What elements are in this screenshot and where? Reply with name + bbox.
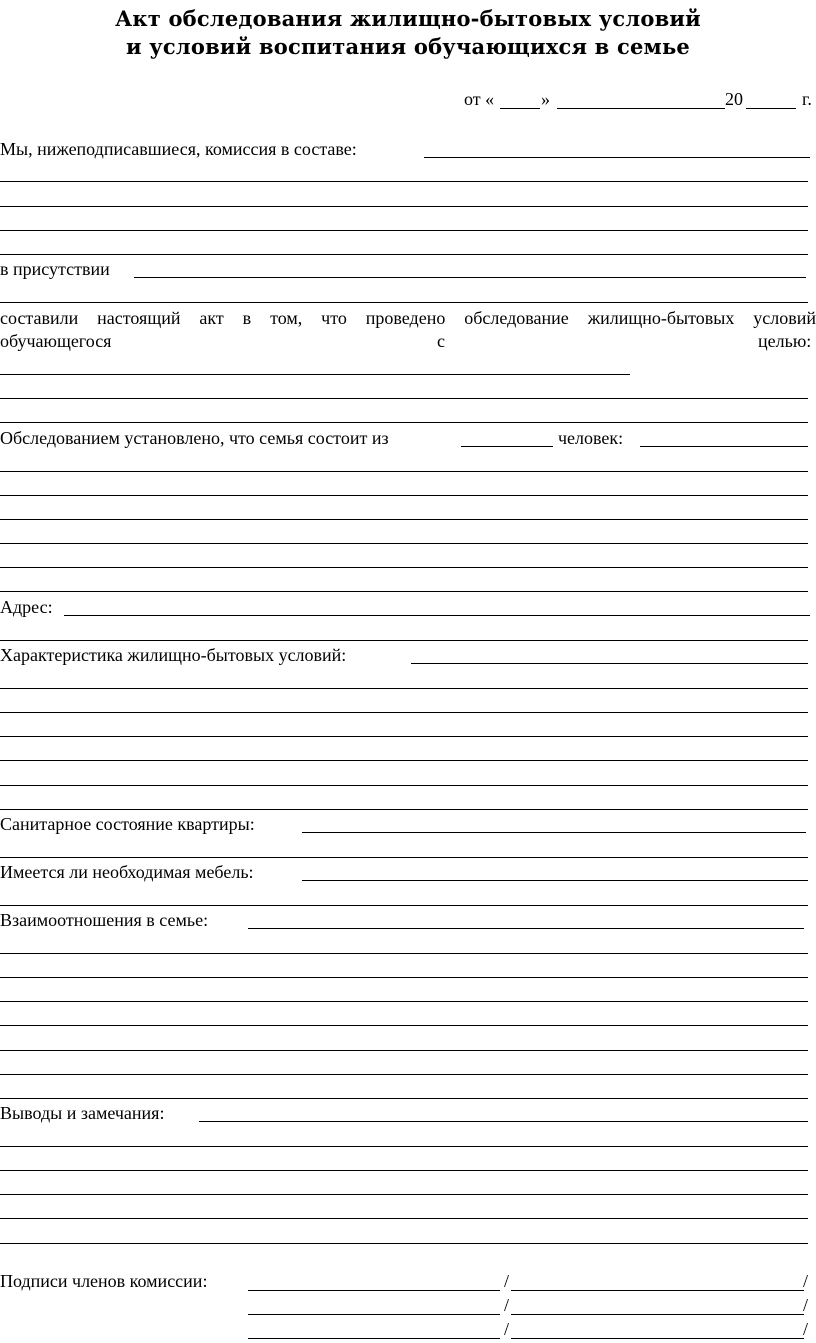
family-line[interactable] bbox=[0, 567, 808, 568]
signatures-label: Подписи членов комиссии: bbox=[0, 1271, 208, 1291]
conclusions-line[interactable] bbox=[0, 1218, 808, 1219]
family-line[interactable] bbox=[0, 471, 808, 472]
living-conditions-label: Характеристика жилищно-бытовых условий: bbox=[0, 645, 347, 665]
relations-line[interactable] bbox=[0, 1025, 808, 1026]
composed-word-purpose: целью: bbox=[758, 331, 812, 351]
purpose-line[interactable] bbox=[0, 422, 808, 423]
relations-label: Взаимоотношения в семье: bbox=[0, 910, 209, 930]
signature-field[interactable] bbox=[248, 1338, 500, 1339]
living-conditions-line[interactable] bbox=[0, 736, 808, 737]
signature-separator: / bbox=[803, 1319, 809, 1339]
living-conditions-line[interactable] bbox=[0, 785, 808, 786]
signature-field[interactable] bbox=[248, 1314, 500, 1315]
signature-separator: / bbox=[504, 1295, 510, 1315]
relations-line[interactable] bbox=[0, 1001, 808, 1002]
family-line[interactable] bbox=[0, 495, 808, 496]
date-year-field[interactable] bbox=[746, 108, 796, 109]
sanitary-line[interactable] bbox=[0, 857, 808, 858]
people-label: человек: bbox=[558, 428, 624, 448]
document-title-line-1: Акт обследования жилищно-бытовых условий bbox=[115, 6, 701, 31]
commission-line[interactable] bbox=[0, 181, 808, 182]
living-conditions-line[interactable] bbox=[0, 688, 808, 689]
signature-separator: / bbox=[803, 1271, 809, 1291]
date-prefix: от « bbox=[464, 89, 495, 109]
relations-line[interactable] bbox=[0, 977, 808, 978]
family-count-field[interactable] bbox=[461, 446, 553, 447]
document-title-line-2: и условий воспитания обучающихся в семье bbox=[125, 34, 690, 59]
conclusions-line[interactable] bbox=[0, 1146, 808, 1147]
family-label: Обследованием установлено, что семья состоит из bbox=[0, 428, 389, 448]
commission-field[interactable] bbox=[424, 157, 810, 158]
relations-field[interactable] bbox=[248, 928, 804, 929]
date-suffix: г. bbox=[802, 89, 812, 109]
furniture-field[interactable] bbox=[302, 880, 808, 881]
family-line[interactable] bbox=[0, 543, 808, 544]
living-conditions-line[interactable] bbox=[0, 712, 808, 713]
living-conditions-field[interactable] bbox=[411, 663, 808, 664]
commission-line[interactable] bbox=[0, 230, 808, 231]
relations-line[interactable] bbox=[0, 1098, 808, 1099]
sanitary-label: Санитарное состояние квартиры: bbox=[0, 814, 255, 834]
signature-name-field[interactable] bbox=[511, 1290, 804, 1291]
signature-separator: / bbox=[803, 1295, 809, 1315]
people-field[interactable] bbox=[640, 446, 808, 447]
conclusions-label: Выводы и замечания: bbox=[0, 1103, 165, 1123]
composed-word-with: с bbox=[437, 331, 445, 351]
commission-label: Мы, нижеподписавшиеся, комиссия в составе: bbox=[0, 139, 357, 159]
date-year-prefix: 20 bbox=[725, 89, 743, 109]
relations-line[interactable] bbox=[0, 953, 808, 954]
address-field[interactable] bbox=[64, 615, 810, 616]
composed-text-line-1: составили настоящий акт в том, что проведено обследование жилищно-бытовых условий bbox=[0, 308, 816, 328]
signature-separator: / bbox=[504, 1271, 510, 1291]
date-quote-close: » bbox=[541, 89, 550, 109]
signature-field[interactable] bbox=[248, 1290, 500, 1291]
conclusions-line[interactable] bbox=[0, 1194, 808, 1195]
relations-line[interactable] bbox=[0, 1074, 808, 1075]
date-day-field[interactable] bbox=[500, 108, 540, 109]
date-month-field[interactable] bbox=[557, 108, 725, 109]
purpose-field[interactable] bbox=[0, 374, 630, 375]
address-label: Адрес: bbox=[0, 597, 53, 617]
conclusions-line[interactable] bbox=[0, 1170, 808, 1171]
signature-name-field[interactable] bbox=[511, 1314, 804, 1315]
furniture-line[interactable] bbox=[0, 905, 808, 906]
presence-field[interactable] bbox=[134, 277, 806, 278]
living-conditions-line[interactable] bbox=[0, 809, 808, 810]
commission-line[interactable] bbox=[0, 254, 808, 255]
living-conditions-line[interactable] bbox=[0, 760, 808, 761]
conclusions-field[interactable] bbox=[199, 1121, 808, 1122]
sanitary-field[interactable] bbox=[302, 832, 806, 833]
family-line[interactable] bbox=[0, 519, 808, 520]
conclusions-line[interactable] bbox=[0, 1243, 808, 1244]
relations-line[interactable] bbox=[0, 1050, 808, 1051]
signature-separator: / bbox=[504, 1319, 510, 1339]
furniture-label: Имеется ли необходимая мебель: bbox=[0, 862, 254, 882]
presence-line[interactable] bbox=[0, 302, 808, 303]
family-line[interactable] bbox=[0, 591, 808, 592]
composed-word-student: обучающегося bbox=[0, 331, 112, 351]
commission-line[interactable] bbox=[0, 206, 808, 207]
presence-label: в присутствии bbox=[0, 259, 110, 279]
signature-name-field[interactable] bbox=[511, 1338, 804, 1339]
address-line[interactable] bbox=[0, 640, 808, 641]
purpose-line[interactable] bbox=[0, 398, 808, 399]
